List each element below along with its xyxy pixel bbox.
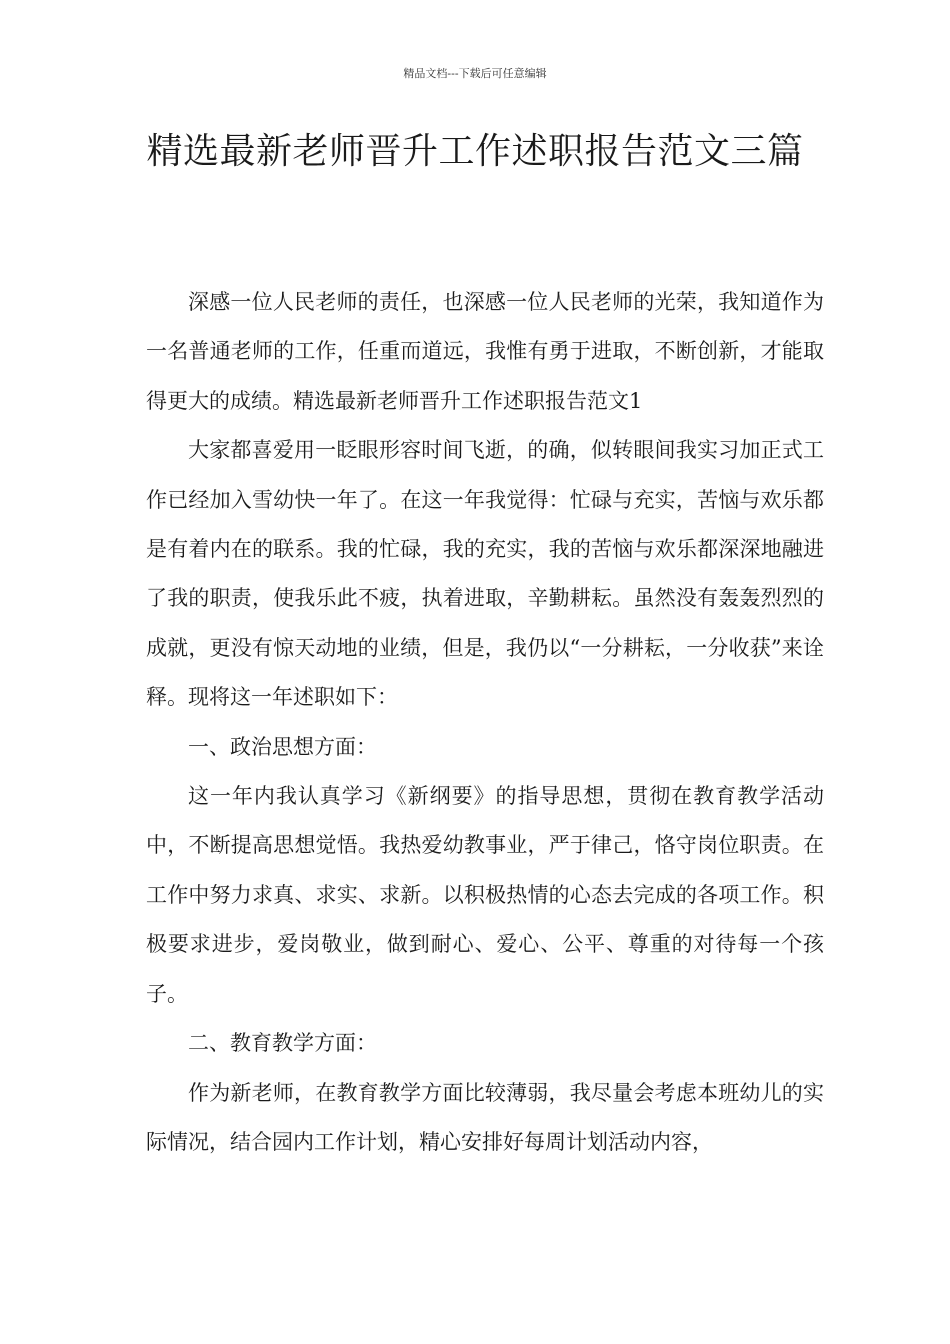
paragraph-summary: 大家都喜爱用一眨眼形容时间飞逝，的确，似转眼间我实习加正式工作已经加入雪幼快一年了。在这一年我觉得：忙碌与充实，苦恼与欢乐都是有着内在的联系。我的忙碌，我的充实，我的苦恼与欢乐都深深地融进了我的职责，使我乐此不疲，执着进取，辛勤耕耘。虽然没有轰轰烈烈的成就，更没有惊天动地的业绩，但是，我仍以“一分耕耘，一分收获”来诠释。现将这一年述职如下： [146,438,824,710]
document-body [146,278,824,1167]
document-title: 精选最新老师晋升工作述职报告范文三篇 [146,131,804,172]
page-header-note: 精品文档---下载后可任意编辑 [403,67,547,80]
paragraph-politics: 这一年内我认真学习《新纲要》的指导思想，贯彻在教育教学活动中，不断提高思想觉悟。我热爱幼教事业，严于律己，恪守岗位职责。在工作中努力求真、求实、求新。以积极热情的心态去完成的各项工作。积极要求进步，爱岗敬业，做到耐心、爱心、公平、尊重的对待每一个孩子。 [146,784,824,1006]
paragraph-teaching: 作为新老师，在教育教学方面比较薄弱，我尽量会考虑本班幼儿的实际情况，结合园内工作计划，精心安排好每周计划活动内容， [146,1080,824,1154]
section-heading-politics: 一、政治思想方面： [188,734,377,759]
paragraph-intro: 深感一位人民老师的责任，也深感一位人民老师的光荣，我知道作为一名普通老师的工作，任重而道远，我惟有勇于进取，不断创新，才能取得更大的成绩。精选最新老师晋升工作述职报告范文1 [146,290,824,413]
section-heading-teaching: 二、教育教学方面： [188,1031,377,1056]
